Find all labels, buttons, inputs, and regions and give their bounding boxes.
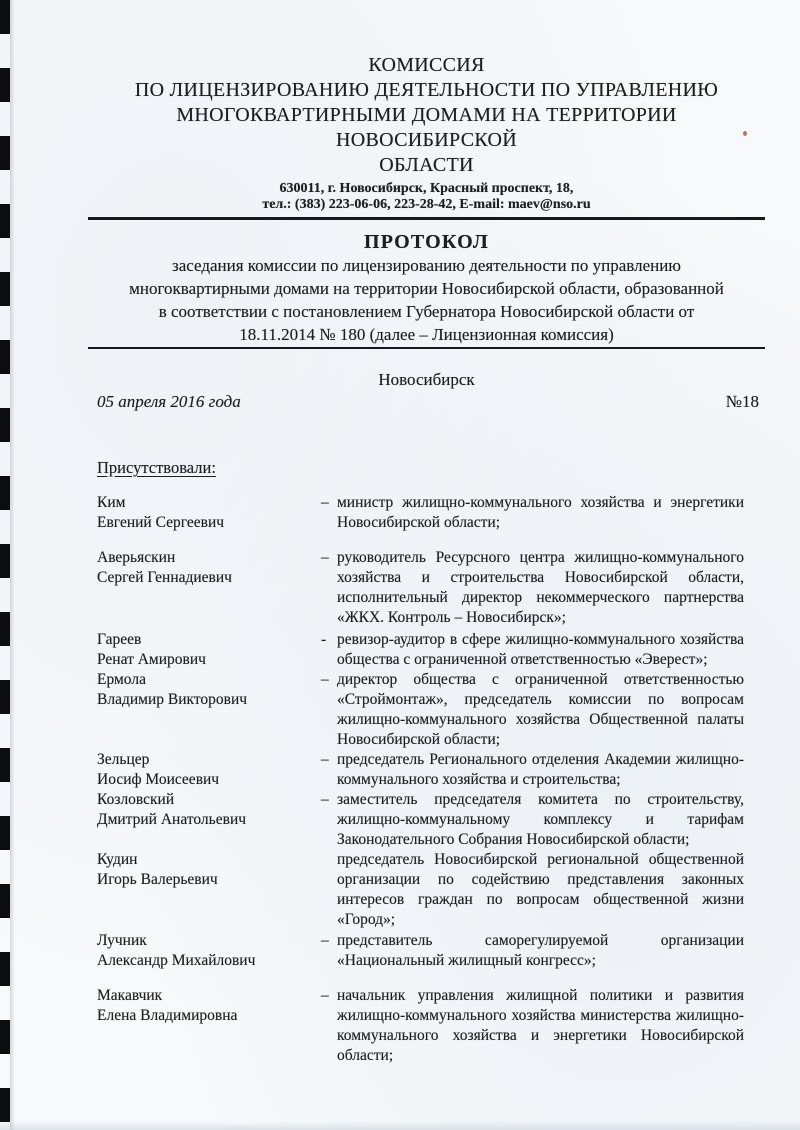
document-title: ПРОТОКОЛ — [364, 231, 489, 253]
attendee-description: начальник управления жилищной политики и развития жилищно-коммунального хозяйства министерства жилищно-коммунального хозяйства и энергетики Новосибирской области; — [337, 987, 744, 1064]
subject-line: заседания комиссии по лицензированию деятельности по управлению — [171, 256, 682, 275]
attendee-dash: – — [321, 549, 329, 566]
attendee-row — [88, 750, 765, 790]
subject-divider — [88, 347, 765, 349]
org-name-line: ОБЛАСТИ — [379, 154, 474, 176]
attendee-row — [88, 630, 765, 670]
attendee-row — [88, 986, 765, 1066]
date-line: 05 апреля 2016 года — [97, 392, 241, 411]
org-name-line: ПО ЛИЦЕНЗИРОВАНИЮ ДЕЯТЕЛЬНОСТИ ПО УПРАВЛЕНИЮ — [134, 79, 719, 101]
attendee-row — [88, 790, 765, 850]
document-number: №18 — [725, 392, 759, 411]
attendee-name — [88, 986, 321, 1066]
attendee-description: представитель саморегулируемой организации «Национальный жилищный конгресс»; — [337, 932, 744, 969]
attendee-name — [88, 931, 321, 971]
attendee-dash: – — [321, 987, 329, 1004]
org-contacts: тел.: (383) 223-06-06, 223-28-42, E-mail: maev@nso.ru — [262, 197, 591, 212]
attendees-list — [88, 493, 765, 1066]
subject-line: 18.11.2014 № 180 (далее – Лицензионная комиссия) — [239, 325, 614, 344]
document-subject — [88, 254, 765, 346]
attendee-description: ревизор-аудитор в сфере жилищно-коммунального хозяйства общества с ограниченной ответственностью «Эверест»; — [337, 631, 744, 668]
attendee-row — [88, 493, 765, 533]
date-number-row — [88, 391, 765, 413]
attendee-dash — [321, 850, 337, 930]
org-address: 630011, г. Новосибирск, Красный проспект, 18, — [279, 181, 574, 196]
attendee-surname: Гареев — [97, 631, 142, 648]
attendee-surname: Зельцер — [97, 751, 150, 768]
attendee-surname: Ермола — [97, 671, 146, 688]
attendee-name — [88, 548, 321, 628]
attendee-name — [88, 493, 321, 533]
scan-speck — [743, 131, 747, 136]
attendee-row — [88, 931, 765, 971]
scan-bottom-shadow — [0, 1121, 800, 1130]
attendee-row — [88, 850, 765, 930]
letterhead-divider — [88, 217, 765, 220]
attendee-given-names: Александр Михайлович — [97, 952, 256, 969]
attendee-name — [88, 630, 321, 670]
attendee-description: заместитель председателя комитета по строительству, жилищно-коммунальному комплексу и тарифам Законодательного Собрания Новосибирской области; — [337, 791, 744, 848]
attendee-given-names: Елена Владимировна — [97, 1007, 238, 1024]
org-name-continued — [88, 78, 765, 178]
attendee-description: директор общества с ограниченной ответственностью «Строймонтаж», председатель комиссии по вопросам жилищно-коммунального хозяйства Общественной палаты Новосибирской области; — [337, 671, 744, 748]
attendee-given-names: Сергей Геннадиевич — [97, 569, 232, 586]
attendee-description: руководитель Ресурсного центра жилищно-коммунального хозяйства и строительства Новосибирской области, исполнительный директор некоммерческого партнерства «ЖКХ. Контроль – Новосибирск»; — [337, 549, 744, 626]
attendee-dash: – — [321, 751, 329, 768]
attendee-surname: Кудин — [97, 851, 138, 868]
attendee-description: председатель Новосибирской региональной общественной организации по содействию представления законных интересов граждан по вопросам общественной жизни «Город»; — [337, 851, 744, 928]
attendee-description: председатель Регионального отделения Академии жилищно-коммунального хозяйства и строительства; — [337, 751, 744, 788]
attendee-given-names: Игорь Валерьевич — [97, 871, 218, 888]
attendee-dash: – — [321, 671, 329, 688]
attendee-surname: Козловский — [97, 791, 175, 808]
subject-line: многоквартирными домами на территории Новосибирской области, образованной — [129, 279, 724, 298]
attendee-row — [88, 670, 765, 750]
attendee-surname: Аверьяскин — [97, 549, 176, 566]
attendee-name — [88, 790, 321, 850]
attendee-given-names: Владимир Викторович — [97, 691, 248, 708]
attendee-surname: Ким — [97, 494, 126, 511]
subject-line: в соответствии с постановлением Губернатора Новосибирской области от — [158, 302, 695, 321]
attendee-dash: – — [321, 791, 329, 808]
attendee-name — [88, 850, 321, 930]
attendee-dash: – — [321, 932, 329, 949]
attendee-given-names: Евгений Сергеевич — [97, 514, 225, 531]
attendees-label: Присутствовали: — [97, 458, 216, 477]
attendee-given-names: Иосиф Моисеевич — [97, 771, 220, 788]
attendee-name — [88, 750, 321, 790]
org-name-line: МНОГОКВАРТИРНЫМИ ДОМАМИ НА ТЕРРИТОРИИ НОВОСИБИРСКОЙ — [176, 104, 677, 151]
attendee-dash: – — [321, 494, 329, 511]
attendee-surname: Лучник — [97, 932, 147, 949]
place-line: Новосибирск — [378, 370, 475, 389]
attendee-description: министр жилищно-коммунального хозяйства и энергетики Новосибирской области; — [337, 494, 744, 531]
attendee-name — [88, 670, 321, 750]
org-name-line: КОМИССИЯ — [368, 54, 485, 76]
attendee-row — [88, 548, 765, 628]
attendee-given-names: Ренат Амирович — [97, 651, 206, 668]
attendee-dash: - — [321, 631, 327, 648]
attendee-surname: Макавчик — [97, 987, 163, 1004]
attendee-given-names: Дмитрий Анатольевич — [97, 811, 247, 828]
